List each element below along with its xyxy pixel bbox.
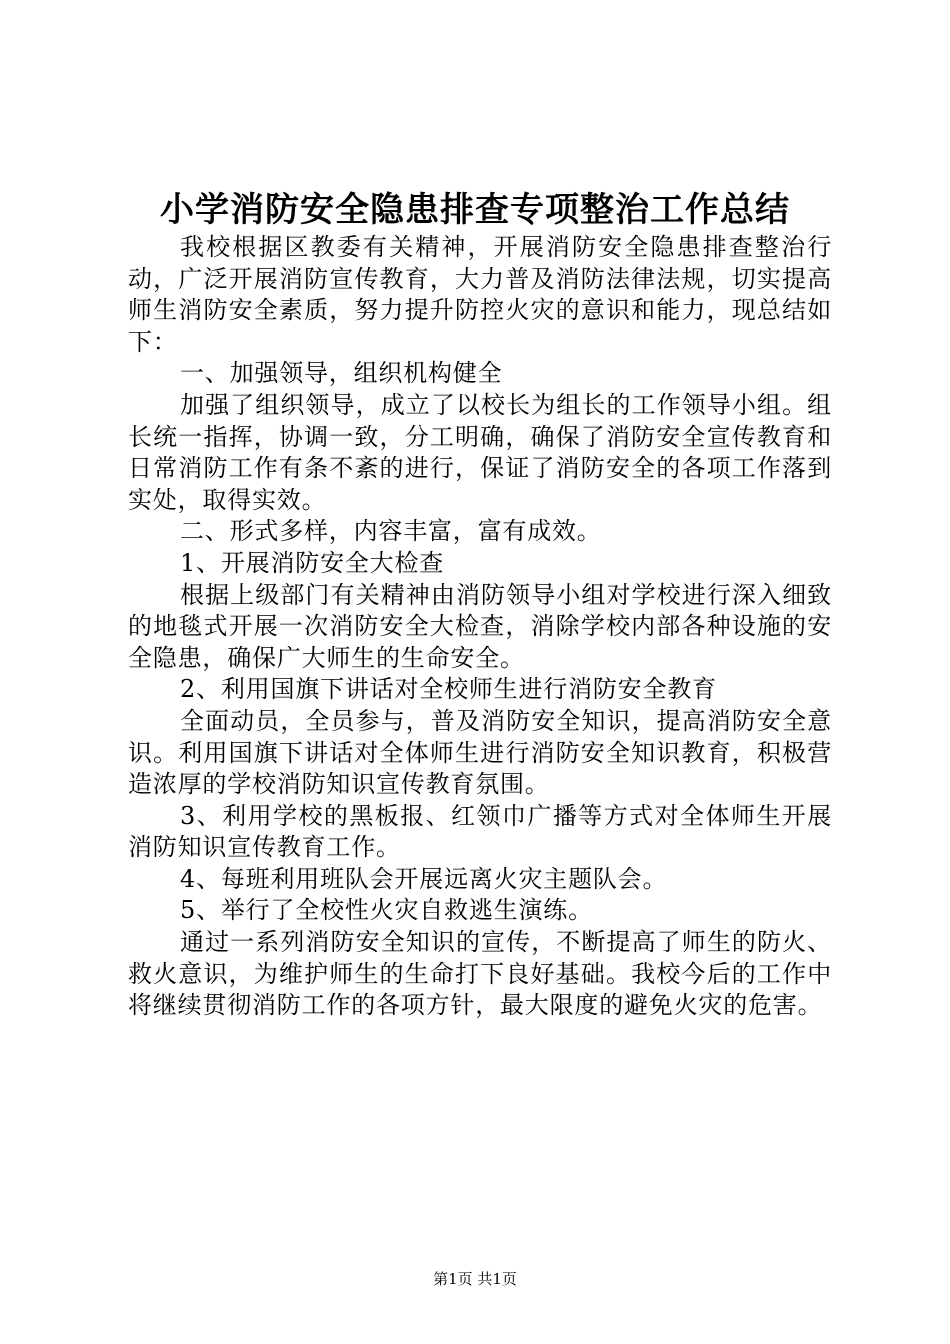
paragraph-intro: 我校根据区教委有关精神，开展消防安全隐患排查整治行动，广泛开展消防宣传教育，大力普及消防法律法规，切实提高师生消防安全素质，努力提升防控火灾的意识和能力，现总结如下： bbox=[128, 233, 832, 356]
paragraph-item-2: 全面动员，全员参与，普及消防安全知识，提高消防安全意识。利用国旗下讲话对全体师生进行消防安全知识教育，积极营造浓厚的学校消防知识宣传教育氛围。 bbox=[128, 706, 832, 799]
page-number-footer: 第1页 共1页 bbox=[433, 1270, 517, 1288]
paragraph-section-1: 加强了组织领导，成立了以校长为组长的工作领导小组。组长统一指挥，协调一致，分工明确，确保了消防安全宣传教育和日常消防工作有条不紊的进行，保证了消防安全的各项工作落到实处，取得实效。 bbox=[128, 390, 832, 514]
document-body bbox=[128, 232, 832, 1022]
document-title: 小学消防安全隐患排查专项整治工作总结 bbox=[160, 190, 790, 230]
subheading-item-1: 1、开展消防安全大检查 bbox=[180, 548, 445, 577]
heading-section-1: 一、加强领导，组织机构健全 bbox=[180, 359, 503, 388]
paragraph-item-1: 根据上级部门有关精神由消防领导小组对学校进行深入细致的地毯式开展一次消防安全大检查，消除学校内部各种设施的安全隐患，确保广大师生的生命安全。 bbox=[128, 580, 832, 672]
paragraph-conclusion: 通过一系列消防安全知识的宣传，不断提高了师生的防火、救火意识，为维护师生的生命打下良好基础。我校今后的工作中将继续贯彻消防工作的各项方针，最大限度的避免火灾的危害。 bbox=[128, 928, 832, 1020]
heading-section-2: 二、形式多样，内容丰富，富有成效。 bbox=[180, 517, 602, 546]
paragraph-item-4: 4、每班利用班队会开展远离火灾主题队会。 bbox=[180, 864, 668, 893]
subheading-item-2: 2、利用国旗下讲话对全校师生进行消防安全教育 bbox=[180, 675, 717, 704]
paragraph-item-5: 5、举行了全校性火灾自救逃生演练。 bbox=[180, 896, 593, 925]
paragraph-item-3: 3、利用学校的黑板报、红领巾广播等方式对全体师生开展消防知识宣传教育工作。 bbox=[128, 801, 832, 862]
